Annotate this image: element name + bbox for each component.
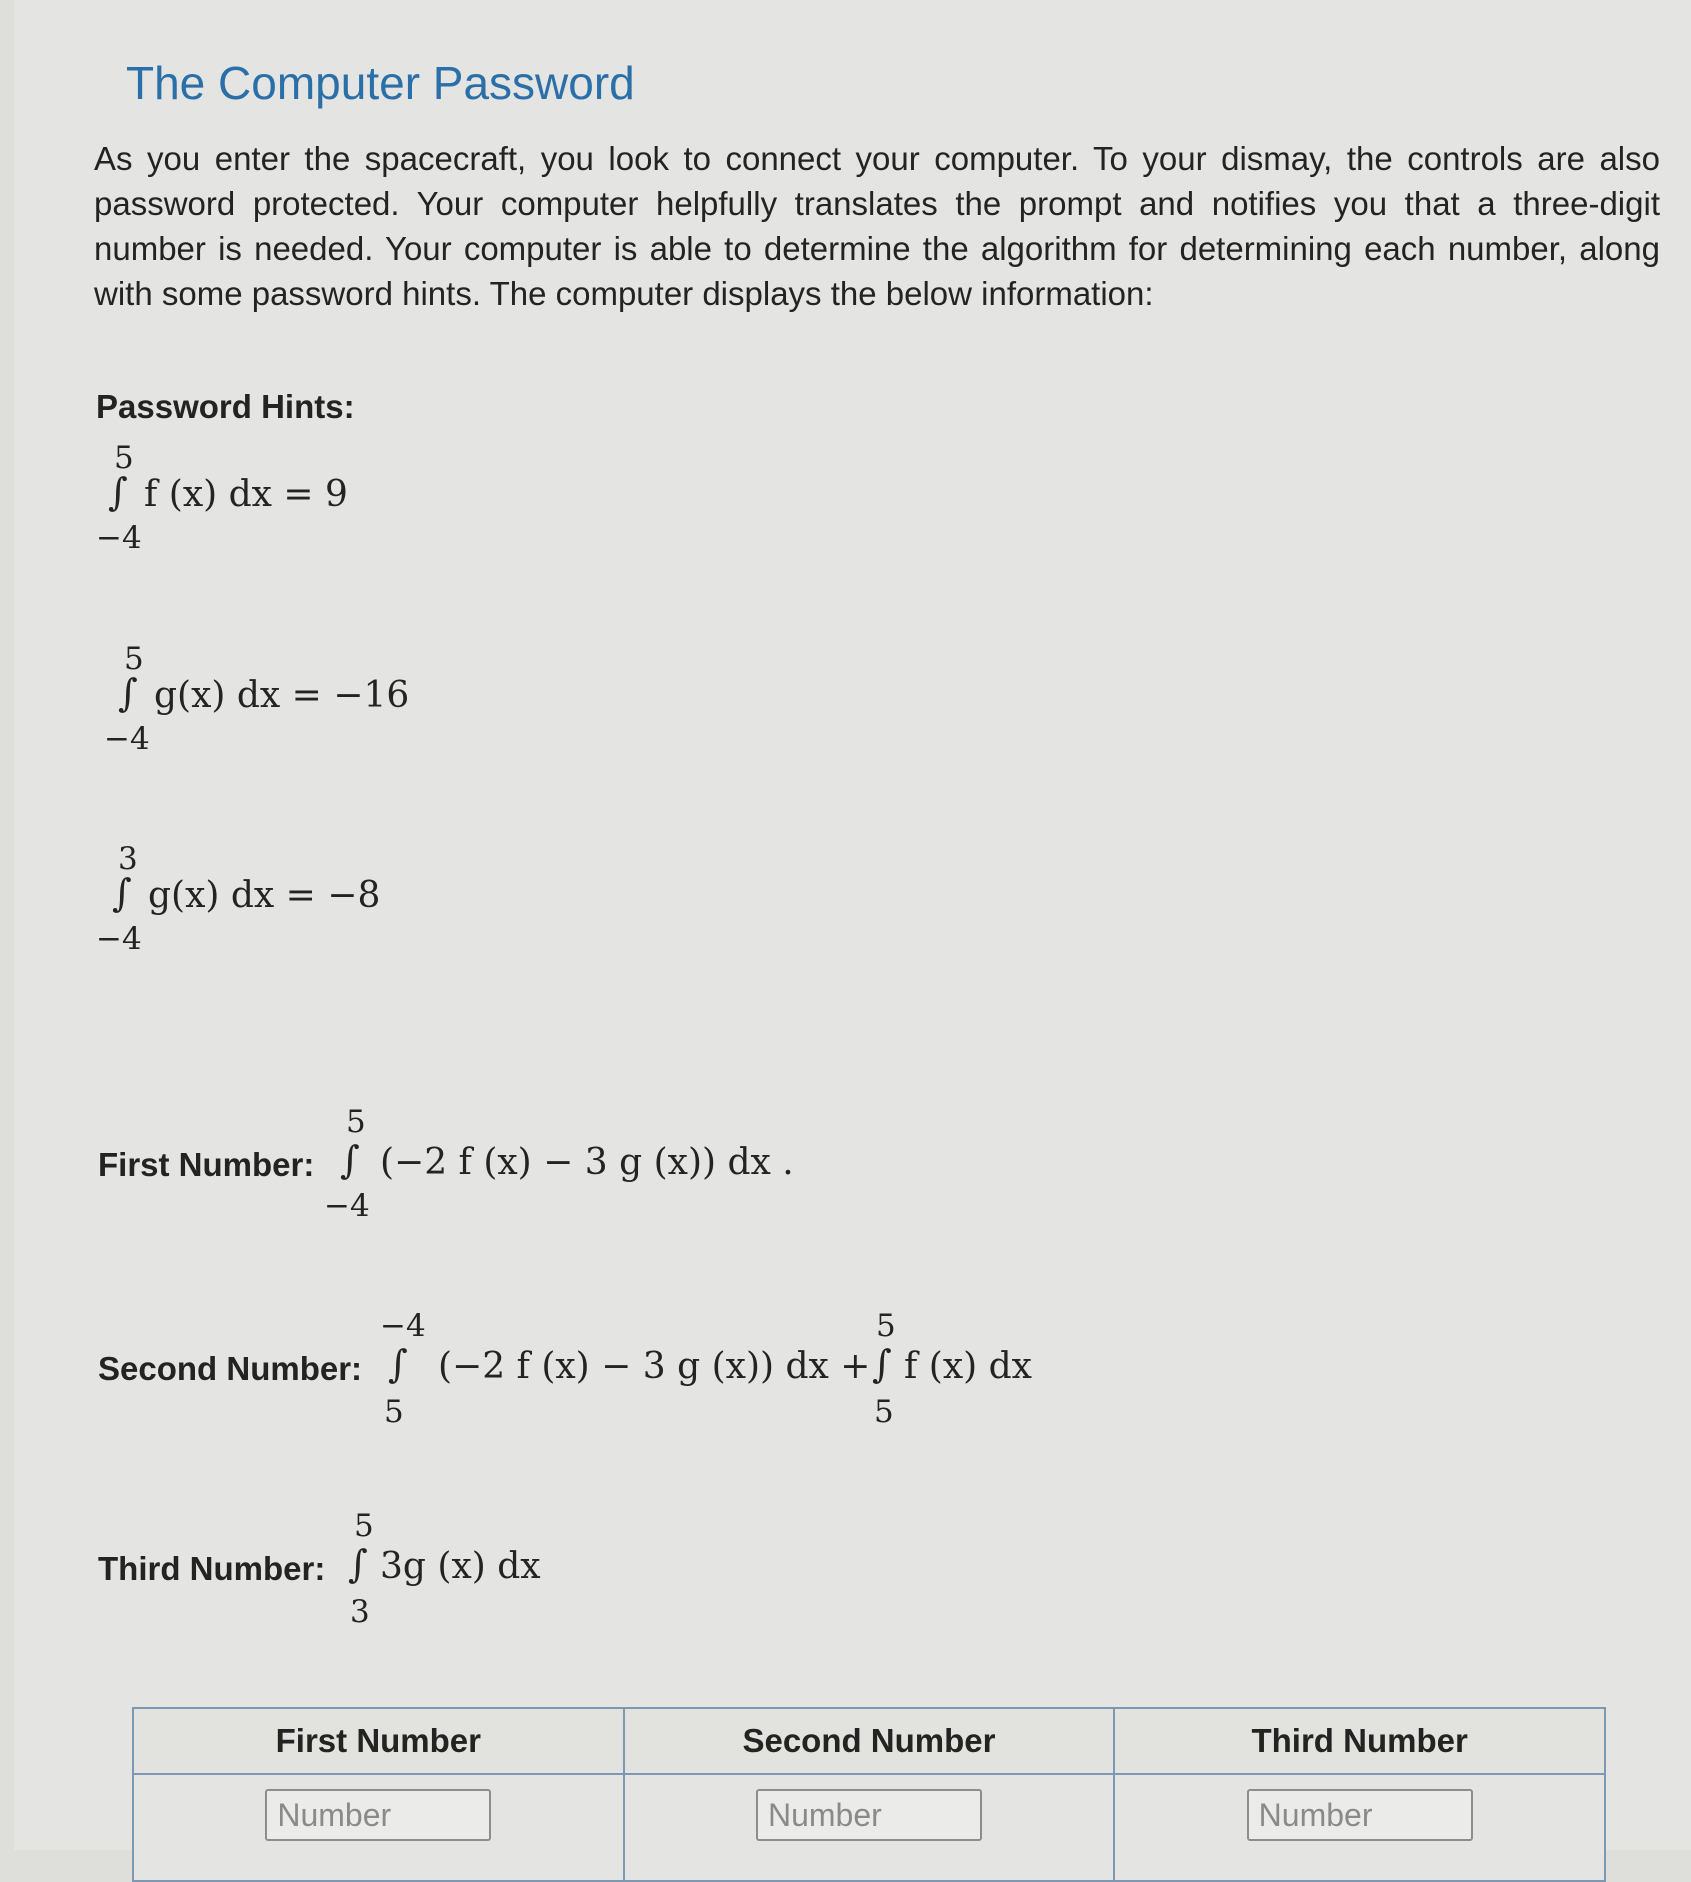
lower-limit: −4 [96, 520, 142, 556]
hint-expression: f (x) dx = 9 [144, 474, 348, 515]
header-second-number: Second Number [624, 1708, 1115, 1774]
integral-sign: ∫ [388, 1342, 408, 1386]
integral-sign-2: ∫ [872, 1342, 892, 1386]
hint-integral-3 [96, 841, 496, 961]
hint-integral-2 [104, 641, 524, 761]
lower-limit: 3 [350, 1594, 370, 1630]
integral-sign: ∫ [348, 1542, 368, 1586]
header-third-number: Third Number [1114, 1708, 1605, 1774]
integral-sign: ∫ [108, 470, 128, 514]
lower-limit: −4 [96, 921, 142, 957]
page-title: The Computer Password [126, 57, 635, 109]
upper-limit: 5 [114, 440, 134, 476]
hints-heading: Password Hints: [96, 388, 355, 425]
first-number-integral [324, 1104, 804, 1224]
hint-expression: g(x) dx = −16 [154, 675, 410, 716]
upper-limit: 5 [346, 1104, 366, 1140]
third-number-input[interactable] [1247, 1789, 1473, 1841]
problem-page [14, 0, 1691, 1850]
hint-integral-1 [96, 440, 456, 560]
first-number-expression: (−2 f (x) − 3 g (x)) dx . [380, 1142, 794, 1183]
answer-table [132, 1707, 1606, 1882]
header-first-number: First Number [133, 1708, 624, 1774]
second-number-integral [380, 1308, 1060, 1438]
first-number-input[interactable] [265, 1789, 491, 1841]
second-number-input[interactable] [756, 1789, 982, 1841]
intro-paragraph: As you enter the spacecraft, you look to connect your computer. To your dismay, the controls are also password protected. Your computer helpfully translates the prompt and notifies you that a three-digit number is needed. Your computer is able to determine the algorithm for determining each number, along with some password hints. The computer displays the below information: [94, 140, 1660, 312]
second-number-expression-1: (−2 f (x) − 3 g (x)) dx + [438, 1346, 871, 1387]
upper-limit: 3 [118, 841, 138, 877]
answer-cell-third [1114, 1774, 1605, 1881]
upper-limit: −4 [380, 1308, 426, 1344]
third-number-integral [340, 1508, 640, 1638]
third-number-label: Third Number: [98, 1550, 326, 1587]
lower-limit: −4 [104, 721, 150, 757]
second-number-label: Second Number: [98, 1350, 363, 1387]
lower-limit-2: 5 [874, 1394, 894, 1430]
integral-sign: ∫ [118, 671, 138, 715]
hint-expression: g(x) dx = −8 [148, 875, 381, 916]
first-number-label: First Number: [98, 1146, 315, 1183]
upper-limit: 5 [124, 641, 144, 677]
second-number-expression-2: f (x) dx [904, 1346, 1032, 1387]
integral-sign: ∫ [340, 1138, 360, 1182]
lower-limit: −4 [324, 1188, 370, 1224]
lower-limit: 5 [384, 1394, 404, 1430]
upper-limit-2: 5 [876, 1308, 896, 1344]
integral-sign: ∫ [112, 871, 132, 915]
answer-cell-second [624, 1774, 1115, 1881]
answer-cell-first [133, 1774, 624, 1881]
third-number-expression: 3g (x) dx [380, 1546, 541, 1587]
upper-limit: 5 [354, 1508, 374, 1544]
